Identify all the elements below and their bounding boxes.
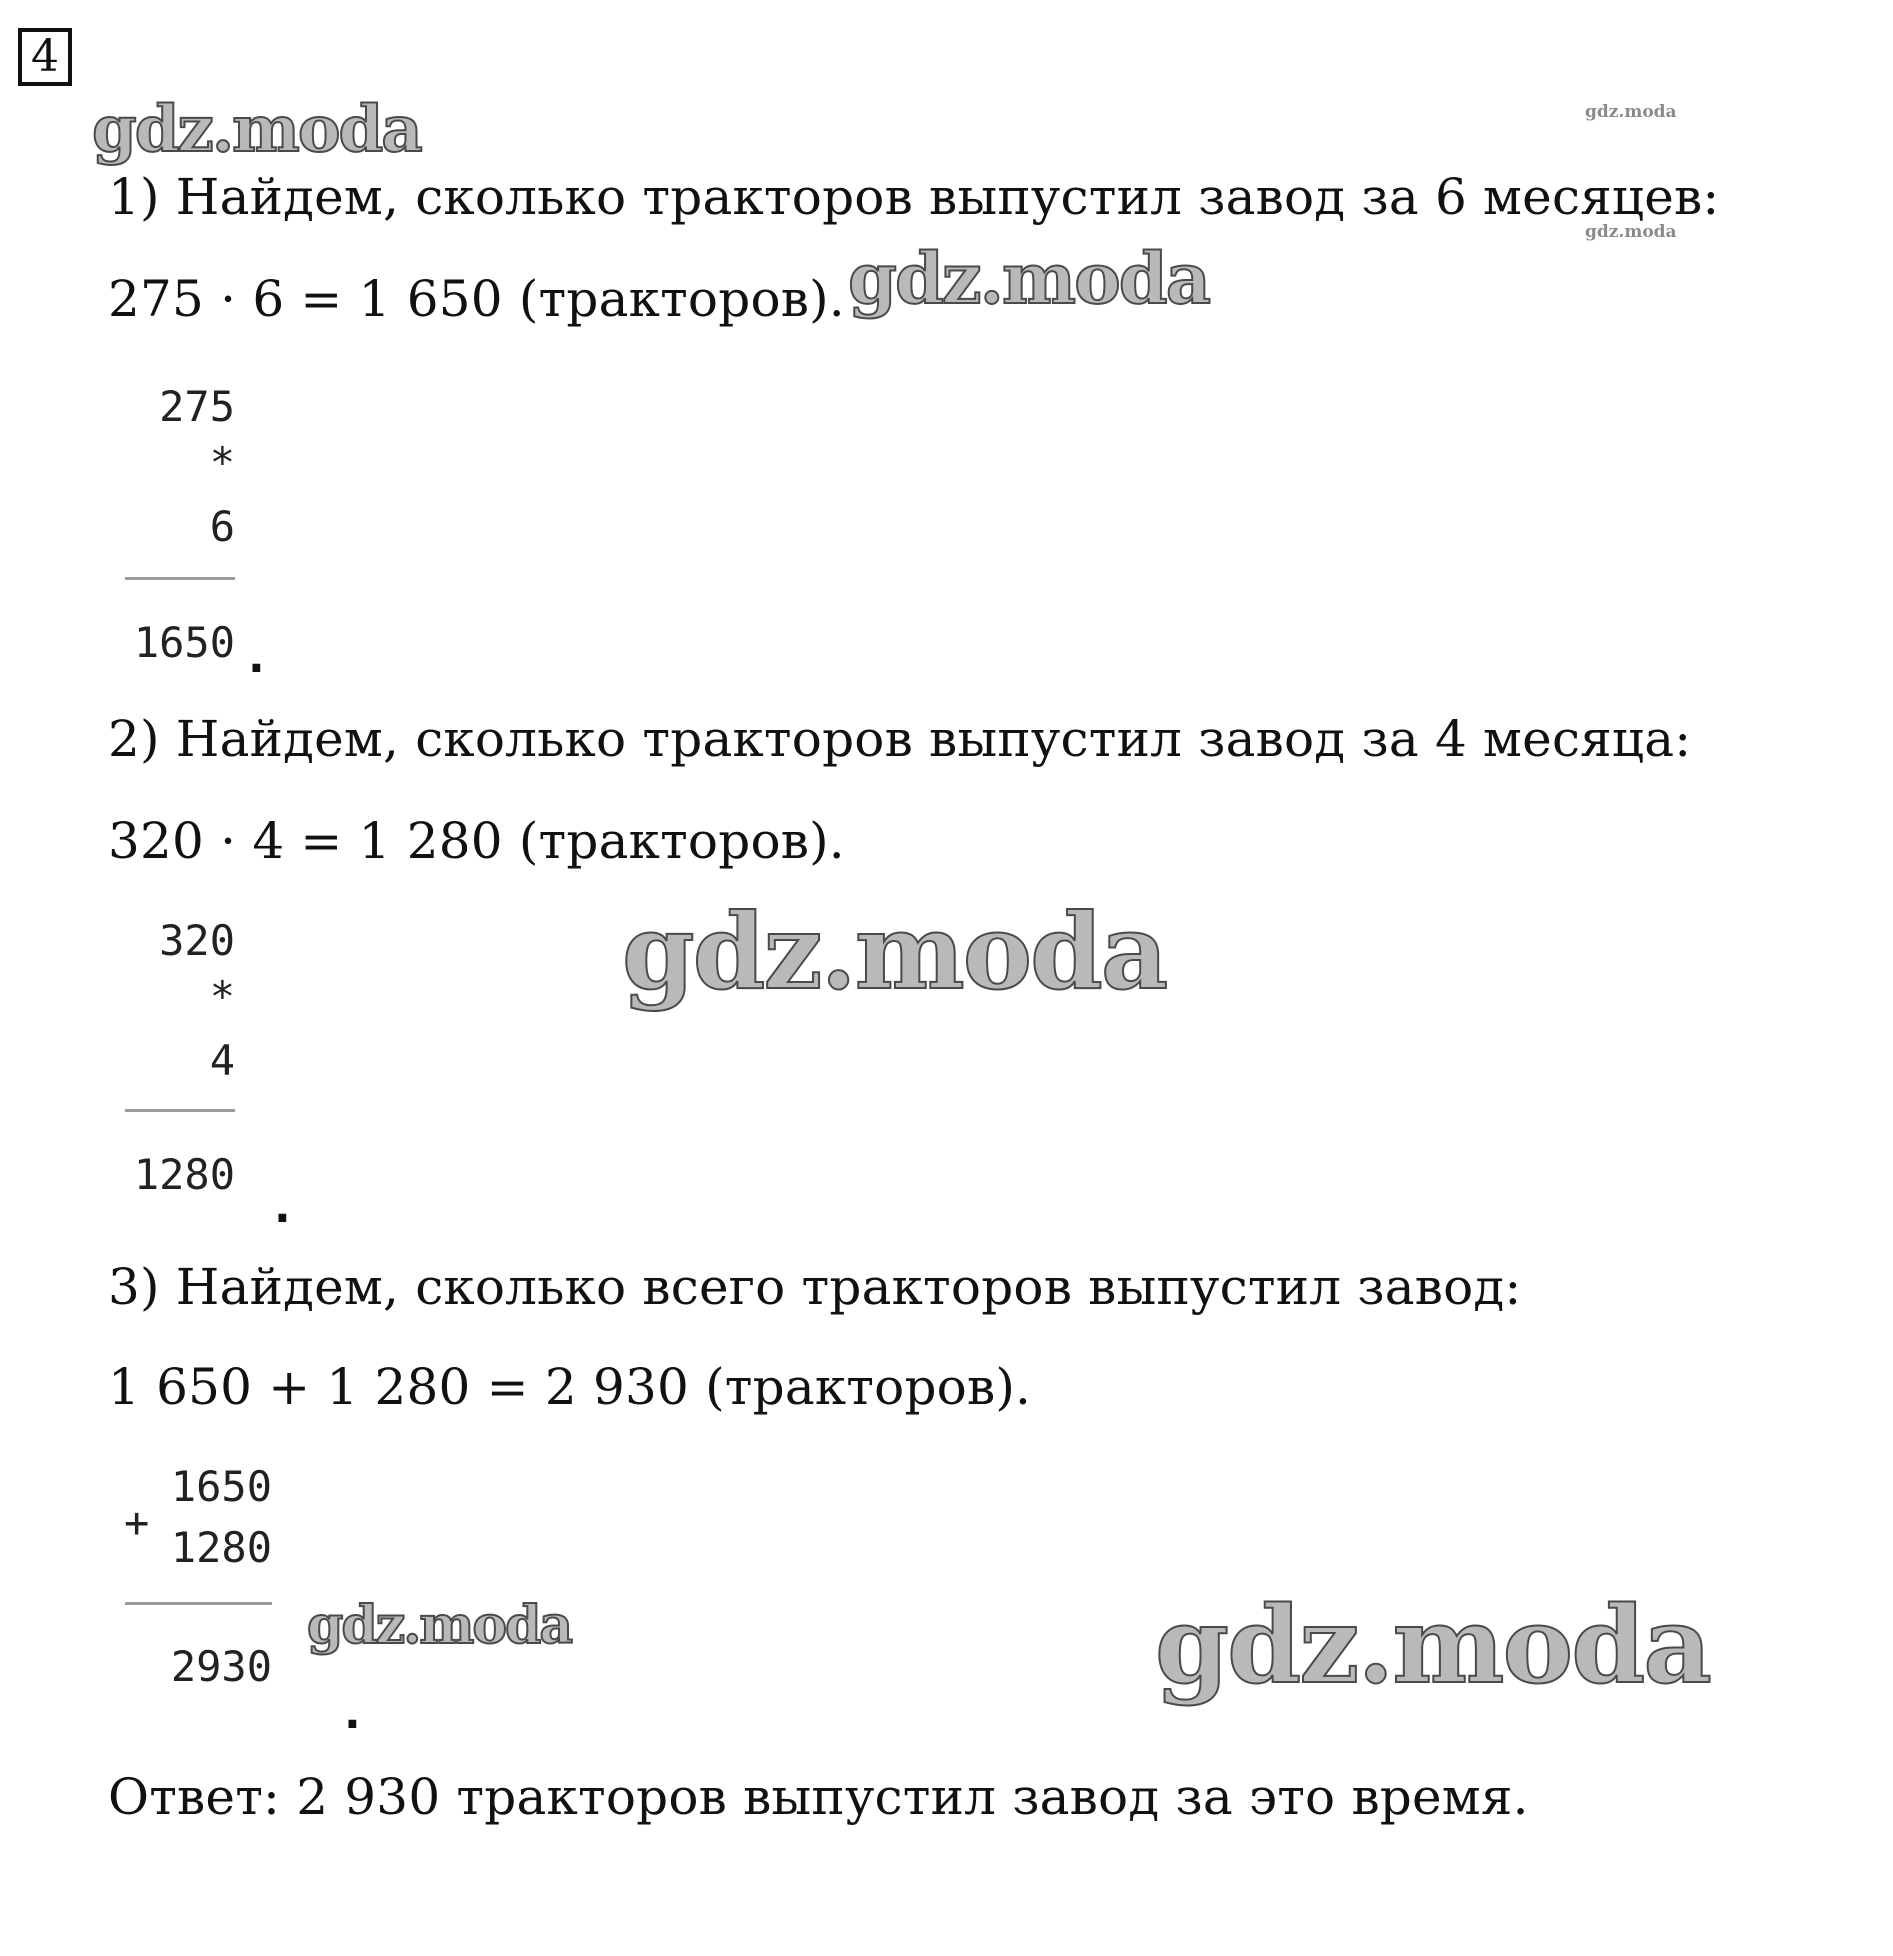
step-1-column-rule [125, 577, 235, 580]
task-number-box: 4 [18, 28, 72, 86]
watermark-small: gdz.moda [1585, 102, 1677, 122]
watermark-small: gdz.moda [1585, 222, 1677, 242]
step-3-column-operator: + [124, 1498, 150, 1547]
watermark-logo: gdz.moda [848, 237, 1210, 320]
step-2-column-end-mark: . [274, 1182, 291, 1233]
step-1-column-top: 275 [159, 382, 235, 431]
step-2-column-operator: * [209, 972, 235, 1021]
watermark-logo: gdz.moda [622, 890, 1167, 1013]
step-3-column-rule [125, 1602, 272, 1605]
watermark-logo: gdz.moda [92, 92, 421, 167]
step-3-column-bottom: 1280 [170, 1523, 272, 1572]
step-2-column-rule [125, 1109, 235, 1112]
step-3-column-top: 1650 [170, 1462, 272, 1511]
step-3-column-end-mark: . [344, 1688, 361, 1739]
step-3-column-result: 2930 [170, 1642, 272, 1691]
step-1-column-bottom: 6 [209, 502, 235, 551]
watermark-logo: gdz.moda [307, 1595, 572, 1656]
step-1-column-result: 1650 [133, 618, 235, 667]
step-1-column-operator: * [209, 438, 235, 487]
answer-text: Ответ: 2 930 тракторов выпустил завод за это время. [108, 1768, 1529, 1826]
step-3-equation: 1 650 + 1 280 = 2 930 (тракторов). [108, 1358, 1032, 1416]
watermark-logo: gdz.moda [1155, 1582, 1710, 1707]
step-1-equation: 275 · 6 = 1 650 (тракторов). [108, 270, 845, 328]
step-2-heading: 2) Найдем, сколько тракторов выпустил завод за 4 месяца: [108, 710, 1692, 768]
step-2-column-top: 320 [159, 916, 235, 965]
step-2-column-result: 1280 [133, 1150, 235, 1199]
step-1-heading: 1) Найдем, сколько тракторов выпустил завод за 6 месяцев: [108, 168, 1720, 226]
step-2-column-bottom: 4 [209, 1036, 235, 1085]
step-2-equation: 320 · 4 = 1 280 (тракторов). [108, 812, 845, 870]
step-3-heading: 3) Найдем, сколько всего тракторов выпустил завод: [108, 1258, 1522, 1316]
step-1-column-end-mark: . [248, 632, 265, 683]
